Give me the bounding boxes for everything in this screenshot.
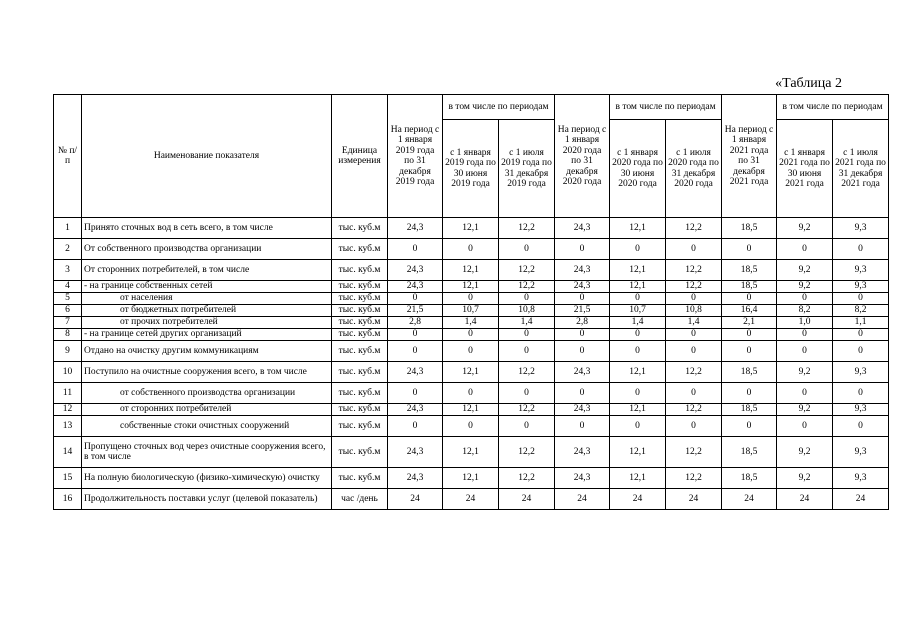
value-cell: 21,5 — [388, 305, 443, 317]
value-cell: 24,3 — [388, 218, 443, 239]
value-cell: 0 — [666, 341, 722, 362]
value-cell: 18,5 — [722, 404, 777, 416]
header-num: № п/п — [54, 95, 82, 218]
value-cell: 9,2 — [777, 437, 833, 468]
row-unit: тыс. куб.м — [332, 305, 388, 317]
value-cell: 0 — [777, 416, 833, 437]
row-number: 4 — [54, 281, 82, 293]
value-cell: 9,3 — [833, 218, 889, 239]
value-cell: 18,5 — [722, 437, 777, 468]
row-indicator-name: от прочих потребителей — [82, 317, 332, 329]
value-cell: 12,1 — [443, 362, 499, 383]
value-cell: 0 — [499, 341, 555, 362]
value-cell: 0 — [833, 329, 889, 341]
value-cell: 12,2 — [666, 281, 722, 293]
row-number: 16 — [54, 489, 82, 510]
value-cell: 0 — [777, 383, 833, 404]
value-cell: 0 — [666, 239, 722, 260]
value-cell: 12,2 — [499, 362, 555, 383]
header-period-2020: На период с 1 января 2020 года по 31 декабря 2020 года — [555, 95, 610, 218]
row-indicator-name: от сторонних потребителей — [82, 404, 332, 416]
value-cell: 12,1 — [443, 281, 499, 293]
value-cell: 12,2 — [666, 437, 722, 468]
value-cell: 9,3 — [833, 468, 889, 489]
header-row-1 — [54, 95, 889, 120]
value-cell: 0 — [666, 383, 722, 404]
header-h2-2019: с 1 июля 2019 года по 31 декабря 2019 года — [499, 120, 555, 218]
value-cell: 1,4 — [666, 317, 722, 329]
table-row — [54, 305, 889, 317]
value-cell: 24 — [499, 489, 555, 510]
value-cell: 0 — [443, 329, 499, 341]
value-cell: 9,3 — [833, 260, 889, 281]
value-cell: 24,3 — [388, 362, 443, 383]
row-number: 1 — [54, 218, 82, 239]
row-number: 8 — [54, 329, 82, 341]
table-row — [54, 468, 889, 489]
table-row — [54, 489, 889, 510]
row-number: 12 — [54, 404, 82, 416]
row-indicator-name: От собственного производства организации — [82, 239, 332, 260]
header-unit: Единица измерения — [332, 95, 388, 218]
value-cell: 0 — [666, 293, 722, 305]
value-cell: 12,2 — [499, 281, 555, 293]
row-indicator-name: от собственного производства организации — [82, 383, 332, 404]
value-cell: 0 — [666, 416, 722, 437]
value-cell: 24,3 — [555, 437, 610, 468]
row-unit: тыс. куб.м — [332, 468, 388, 489]
row-unit: тыс. куб.м — [332, 260, 388, 281]
row-indicator-name: от бюджетных потребителей — [82, 305, 332, 317]
table-row — [54, 329, 889, 341]
value-cell: 0 — [777, 341, 833, 362]
value-cell: 0 — [666, 329, 722, 341]
row-number: 7 — [54, 317, 82, 329]
row-indicator-name: Продолжительность поставки услуг (целевой показатель) — [82, 489, 332, 510]
header-name: Наименование показателя — [82, 95, 332, 218]
value-cell: 0 — [555, 416, 610, 437]
header-h2-2021: с 1 июля 2021 года по 31 декабря 2021 года — [833, 120, 889, 218]
value-cell: 0 — [388, 341, 443, 362]
value-cell: 24,3 — [388, 281, 443, 293]
value-cell: 0 — [555, 293, 610, 305]
value-cell: 0 — [722, 416, 777, 437]
value-cell: 12,2 — [666, 260, 722, 281]
value-cell: 0 — [499, 293, 555, 305]
value-cell: 18,5 — [722, 362, 777, 383]
value-cell: 12,2 — [666, 218, 722, 239]
value-cell: 12,2 — [499, 218, 555, 239]
header-split-2019: в том числе по периодам — [443, 95, 555, 120]
value-cell: 12,2 — [666, 468, 722, 489]
row-unit: тыс. куб.м — [332, 218, 388, 239]
value-cell: 9,2 — [777, 404, 833, 416]
value-cell: 0 — [443, 239, 499, 260]
value-cell: 0 — [555, 341, 610, 362]
row-unit: тыс. куб.м — [332, 239, 388, 260]
value-cell: 18,5 — [722, 281, 777, 293]
value-cell: 12,2 — [499, 260, 555, 281]
value-cell: 10,7 — [610, 305, 666, 317]
value-cell: 2,8 — [388, 317, 443, 329]
value-cell: 24 — [666, 489, 722, 510]
value-cell: 1,4 — [499, 317, 555, 329]
row-number: 13 — [54, 416, 82, 437]
value-cell: 12,1 — [610, 362, 666, 383]
value-cell: 12,1 — [443, 404, 499, 416]
value-cell: 24,3 — [388, 404, 443, 416]
value-cell: 24,3 — [555, 362, 610, 383]
row-unit: тыс. куб.м — [332, 281, 388, 293]
row-indicator-name: На полную биологическую (физико-химическую) очистку — [82, 468, 332, 489]
row-indicator-name: Отдано на очистку другим коммуникациям — [82, 341, 332, 362]
wastewater-table — [53, 94, 889, 510]
value-cell: 10,8 — [499, 305, 555, 317]
value-cell: 0 — [833, 383, 889, 404]
value-cell: 18,5 — [722, 260, 777, 281]
value-cell: 9,3 — [833, 281, 889, 293]
row-indicator-name: От сторонних потребителей, в том числе — [82, 260, 332, 281]
value-cell: 12,1 — [610, 218, 666, 239]
value-cell: 0 — [722, 341, 777, 362]
value-cell: 0 — [388, 383, 443, 404]
value-cell: 8,2 — [833, 305, 889, 317]
value-cell: 0 — [777, 329, 833, 341]
value-cell: 24,3 — [555, 281, 610, 293]
table-row — [54, 317, 889, 329]
value-cell: 12,2 — [499, 437, 555, 468]
value-cell: 9,3 — [833, 362, 889, 383]
value-cell: 24 — [443, 489, 499, 510]
value-cell: 18,5 — [722, 218, 777, 239]
value-cell: 12,2 — [499, 468, 555, 489]
header-h1-2019: с 1 января 2019 года по 30 июня 2019 года — [443, 120, 499, 218]
value-cell: 0 — [777, 293, 833, 305]
value-cell: 0 — [443, 293, 499, 305]
value-cell: 9,2 — [777, 218, 833, 239]
value-cell: 0 — [499, 239, 555, 260]
value-cell: 0 — [833, 239, 889, 260]
row-number: 9 — [54, 341, 82, 362]
value-cell: 0 — [722, 383, 777, 404]
value-cell: 9,2 — [777, 260, 833, 281]
value-cell: 0 — [555, 239, 610, 260]
value-cell: 0 — [555, 329, 610, 341]
value-cell: 24 — [833, 489, 889, 510]
table-caption: «Таблица 2 — [775, 76, 842, 91]
value-cell: 0 — [610, 239, 666, 260]
table-row — [54, 341, 889, 362]
row-indicator-name: - на границе собственных сетей — [82, 281, 332, 293]
value-cell: 24 — [722, 489, 777, 510]
value-cell: 0 — [555, 383, 610, 404]
row-number: 6 — [54, 305, 82, 317]
table-row — [54, 260, 889, 281]
value-cell: 24 — [555, 489, 610, 510]
row-number: 2 — [54, 239, 82, 260]
value-cell: 0 — [443, 383, 499, 404]
value-cell: 10,7 — [443, 305, 499, 317]
value-cell: 16,4 — [722, 305, 777, 317]
row-unit: тыс. куб.м — [332, 341, 388, 362]
value-cell: 0 — [833, 293, 889, 305]
value-cell: 0 — [610, 293, 666, 305]
value-cell: 0 — [610, 341, 666, 362]
header-h1-2020: с 1 января 2020 года по 30 июня 2020 года — [610, 120, 666, 218]
value-cell: 24,3 — [388, 468, 443, 489]
value-cell: 1,4 — [443, 317, 499, 329]
value-cell: 24 — [388, 489, 443, 510]
table-row — [54, 281, 889, 293]
value-cell: 0 — [722, 329, 777, 341]
value-cell: 12,1 — [610, 468, 666, 489]
table-row — [54, 416, 889, 437]
value-cell: 0 — [610, 416, 666, 437]
value-cell: 12,1 — [443, 218, 499, 239]
header-h1-2021: с 1 января 2021 года по 30 июня 2021 года — [777, 120, 833, 218]
row-number: 11 — [54, 383, 82, 404]
value-cell: 24,3 — [388, 437, 443, 468]
value-cell: 12,2 — [666, 362, 722, 383]
table-row — [54, 239, 889, 260]
value-cell: 24,3 — [555, 218, 610, 239]
value-cell: 24,3 — [555, 404, 610, 416]
row-indicator-name: Поступило на очистные сооружения всего, в том числе — [82, 362, 332, 383]
row-indicator-name: собственные стоки очистных сооружений — [82, 416, 332, 437]
value-cell: 24,3 — [388, 260, 443, 281]
table-row — [54, 218, 889, 239]
value-cell: 12,1 — [443, 260, 499, 281]
value-cell: 0 — [443, 341, 499, 362]
value-cell: 24,3 — [555, 468, 610, 489]
value-cell: 0 — [388, 416, 443, 437]
header-h2-2020: с 1 июля 2020 года по 31 декабря 2020 года — [666, 120, 722, 218]
value-cell: 12,2 — [499, 404, 555, 416]
value-cell: 0 — [388, 329, 443, 341]
value-cell: 9,3 — [833, 404, 889, 416]
value-cell: 24,3 — [555, 260, 610, 281]
value-cell: 2,1 — [722, 317, 777, 329]
header-period-2019: На период с 1 января 2019 года по 31 декабря 2019 года — [388, 95, 443, 218]
value-cell: 10,8 — [666, 305, 722, 317]
value-cell: 1,0 — [777, 317, 833, 329]
value-cell: 0 — [722, 239, 777, 260]
row-number: 15 — [54, 468, 82, 489]
row-number: 14 — [54, 437, 82, 468]
value-cell: 0 — [777, 239, 833, 260]
value-cell: 12,1 — [443, 437, 499, 468]
value-cell: 0 — [388, 239, 443, 260]
value-cell: 24 — [777, 489, 833, 510]
value-cell: 0 — [443, 416, 499, 437]
row-number: 5 — [54, 293, 82, 305]
value-cell: 9,2 — [777, 468, 833, 489]
value-cell: 0 — [833, 341, 889, 362]
table-row — [54, 293, 889, 305]
value-cell: 0 — [610, 329, 666, 341]
row-unit: тыс. куб.м — [332, 416, 388, 437]
table-row — [54, 404, 889, 416]
row-unit: тыс. куб.м — [332, 293, 388, 305]
row-number: 10 — [54, 362, 82, 383]
value-cell: 24 — [610, 489, 666, 510]
value-cell: 18,5 — [722, 468, 777, 489]
row-indicator-name: от населения — [82, 293, 332, 305]
value-cell: 12,1 — [610, 260, 666, 281]
value-cell: 1,4 — [610, 317, 666, 329]
header-period-2021: На период с 1 января 2021 года по 31 декабря 2021 года — [722, 95, 777, 218]
value-cell: 21,5 — [555, 305, 610, 317]
header-split-2020: в том числе по периодам — [610, 95, 722, 120]
row-unit: тыс. куб.м — [332, 437, 388, 468]
table-row — [54, 437, 889, 468]
row-unit: час /день — [332, 489, 388, 510]
value-cell: 12,1 — [443, 468, 499, 489]
value-cell: 9,3 — [833, 437, 889, 468]
value-cell: 12,1 — [610, 404, 666, 416]
value-cell: 2,8 — [555, 317, 610, 329]
row-indicator-name: - на границе сетей других организаций — [82, 329, 332, 341]
row-unit: тыс. куб.м — [332, 329, 388, 341]
value-cell: 12,1 — [610, 437, 666, 468]
table-row — [54, 383, 889, 404]
row-unit: тыс. куб.м — [332, 317, 388, 329]
value-cell: 1,1 — [833, 317, 889, 329]
row-indicator-name: Пропущено сточных вод через очистные сооружения всего, в том числе — [82, 437, 332, 468]
header-split-2021: в том числе по периодам — [777, 95, 889, 120]
row-number: 3 — [54, 260, 82, 281]
row-unit: тыс. куб.м — [332, 362, 388, 383]
value-cell: 0 — [833, 416, 889, 437]
value-cell: 0 — [499, 383, 555, 404]
row-unit: тыс. куб.м — [332, 383, 388, 404]
value-cell: 9,2 — [777, 362, 833, 383]
value-cell: 0 — [722, 293, 777, 305]
value-cell: 0 — [610, 383, 666, 404]
value-cell: 8,2 — [777, 305, 833, 317]
value-cell: 12,1 — [610, 281, 666, 293]
table-row — [54, 362, 889, 383]
row-indicator-name: Принято сточных вод в сеть всего, в том числе — [82, 218, 332, 239]
value-cell: 12,2 — [666, 404, 722, 416]
row-unit: тыс. куб.м — [332, 404, 388, 416]
value-cell: 9,2 — [777, 281, 833, 293]
value-cell: 0 — [388, 293, 443, 305]
value-cell: 0 — [499, 416, 555, 437]
value-cell: 0 — [499, 329, 555, 341]
